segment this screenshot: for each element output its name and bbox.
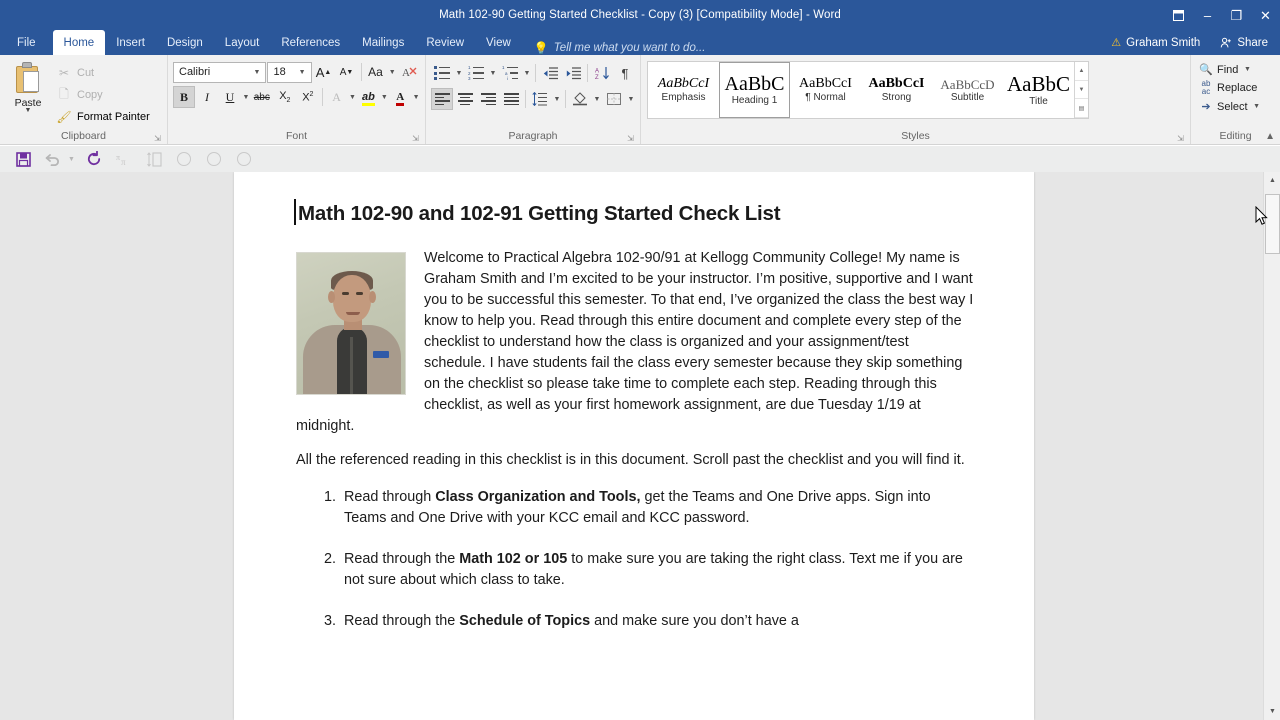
style-label: Emphasis [661, 92, 706, 103]
text-cursor-caret [294, 199, 296, 225]
instructor-portrait-photo[interactable] [296, 252, 406, 395]
paintbrush-icon: 🖌 [56, 110, 72, 124]
chevron-down-icon[interactable]: ▼ [523, 69, 531, 77]
paragraph-group-label-text: Paragraph [508, 130, 558, 142]
replace-label: Replace [1217, 82, 1258, 94]
styles-more-icon[interactable]: ▤ [1075, 99, 1088, 118]
title-bar [0, 0, 1280, 30]
svg-text:A: A [594, 68, 599, 75]
multilevel-list-icon: 1 a i [502, 66, 518, 80]
tell-me-placeholder: Tell me what you want to do... [553, 42, 706, 54]
share-person-icon [1220, 37, 1232, 49]
shading-button[interactable] [569, 88, 591, 110]
chevron-down-icon[interactable]: ▼ [24, 107, 32, 114]
align-left-icon [435, 93, 450, 105]
bold-icon: B [179, 89, 188, 104]
align-center-button[interactable] [454, 88, 476, 110]
style-preview: AaBbCcD [940, 76, 995, 92]
ribbon-display-options-icon[interactable] [1163, 0, 1193, 30]
clipboard-group-label [0, 129, 167, 144]
line-spacing-icon [532, 92, 548, 106]
pilcrow-icon: ¶ [621, 65, 629, 81]
replace-button[interactable] [1196, 79, 1265, 97]
font-name-combo[interactable] [173, 62, 266, 83]
chevron-down-icon: ▼ [298, 68, 306, 76]
change-case-button[interactable] [365, 61, 387, 83]
share-label: Share [1237, 36, 1268, 49]
list-item-bold: Class Organization and Tools, [435, 489, 641, 505]
chevron-down-icon[interactable]: ▼ [553, 95, 561, 103]
show-formatting-marks-button[interactable] [614, 62, 636, 84]
decrease-indent-button[interactable] [539, 62, 561, 84]
editing-group-label-text: Editing [1219, 130, 1252, 142]
paragraph-group-label [426, 129, 640, 144]
align-right-icon [481, 93, 496, 105]
collapse-ribbon-icon[interactable]: ▲ [1265, 131, 1275, 142]
shrink-font-button[interactable]: A ▼ [339, 66, 354, 78]
warning-triangle-icon: ⚠ [1111, 37, 1122, 49]
tab-references[interactable]: References [281, 36, 341, 49]
justify-button[interactable] [500, 88, 522, 110]
style-label: Title [1029, 95, 1048, 107]
chevron-down-icon: ▼ [253, 68, 261, 76]
clipboard-group-label-text: Clipboard [61, 130, 106, 142]
chevron-down-icon[interactable]: ▼ [412, 93, 420, 101]
restore-button[interactable]: ❐ [1230, 7, 1243, 23]
font-size-value: 18 [273, 66, 286, 78]
chevron-down-icon[interactable]: ▼ [380, 93, 388, 101]
chevron-down-icon[interactable]: ▼ [349, 93, 356, 101]
text-effects-icon: A [332, 89, 341, 104]
window-buttons [1163, 0, 1280, 30]
style-preview: AaBbC [724, 73, 785, 95]
font-group-label [168, 129, 425, 144]
list-item-post: to make sure you are taking the right class. Text me if you are not sure about which class to take. [344, 551, 963, 588]
paste-label: Paste [14, 97, 42, 109]
ribbon-home-tab [0, 55, 1280, 145]
list-item-pre: Read through the [344, 551, 460, 567]
paint-bucket-icon [572, 92, 588, 106]
cut-label: Cut [77, 67, 95, 79]
list-item [296, 611, 974, 632]
document-heading-text: Math 102-90 and 102-91 Getting Started Check List [298, 202, 781, 225]
style-normal[interactable] [790, 62, 861, 118]
borders-button[interactable] [603, 88, 625, 110]
chevron-down-icon[interactable]: ▼ [1243, 66, 1251, 73]
tell-me-search[interactable] [534, 41, 706, 55]
ribbon-tab-bar [0, 30, 1280, 55]
bold-button[interactable] [173, 86, 195, 108]
circle-icon-1[interactable] [173, 148, 195, 170]
align-center-icon [458, 93, 473, 105]
list-item [296, 487, 974, 529]
clipboard-icon [12, 62, 44, 96]
document-canvas[interactable] [0, 172, 1280, 720]
page-title [296, 202, 974, 226]
list-item-bold: Math 102 or 105 [459, 551, 568, 567]
decrease-indent-icon [543, 67, 558, 80]
find-button[interactable] [1196, 62, 1265, 77]
chevron-down-icon[interactable]: ▼ [455, 69, 463, 77]
secondary-quick-toolbar [0, 146, 1280, 172]
chevron-down-icon[interactable]: ▼ [489, 69, 497, 77]
style-preview: AaBbC [1007, 71, 1070, 96]
copy-button[interactable] [53, 85, 156, 105]
numbering-button[interactable] [465, 62, 487, 84]
multilevel-list-button[interactable] [499, 62, 521, 84]
justify-icon [504, 93, 519, 105]
style-label: Heading 1 [731, 95, 778, 106]
styles-gallery [647, 61, 1089, 119]
style-label: ¶ Normal [805, 92, 846, 103]
bullets-icon [434, 66, 450, 80]
styles-scroll-down-icon[interactable]: ▼ [1075, 81, 1088, 100]
styles-scroll-up-icon[interactable]: ▲ [1075, 62, 1088, 81]
share-button[interactable] [1210, 30, 1280, 55]
paragraph-dialog-launcher[interactable]: ⇲ [627, 134, 634, 143]
ribbon-group-clipboard [0, 55, 167, 144]
find-label: Find [1217, 63, 1239, 76]
chevron-down-icon[interactable]: ▼ [593, 95, 601, 103]
select-button[interactable] [1196, 99, 1265, 114]
ribbon-group-font [167, 55, 425, 144]
italic-icon: I [205, 89, 209, 104]
borders-icon [606, 92, 622, 106]
tab-file[interactable]: File [17, 36, 36, 49]
paste-button[interactable] [5, 60, 51, 114]
save-disk-icon[interactable] [12, 148, 34, 170]
sort-button[interactable] [591, 62, 613, 84]
chevron-down-icon[interactable]: ▼ [242, 93, 250, 101]
lightbulb-icon: 💡 [533, 41, 549, 55]
style-preview: AaBbCcI [799, 76, 852, 91]
list-item [296, 549, 974, 591]
chevron-down-icon[interactable]: ▼ [1253, 103, 1261, 110]
copy-label: Copy [77, 89, 103, 101]
svg-text:A: A [401, 67, 410, 79]
style-label: Subtitle [950, 91, 985, 103]
bullets-button[interactable] [431, 62, 453, 84]
text-effects-button[interactable] [326, 86, 348, 108]
styles-gallery-scroll [1074, 62, 1088, 118]
ribbon-group-paragraph [425, 55, 640, 144]
style-label: Strong [881, 92, 912, 103]
scroll-up-arrow-icon[interactable]: ▲ [1264, 172, 1280, 189]
format-painter-button[interactable] [53, 107, 156, 127]
vertical-scrollbar[interactable] [1263, 172, 1280, 720]
tab-bar-right [1101, 30, 1280, 55]
line-spacing-button[interactable] [529, 88, 551, 110]
clipboard-dialog-launcher[interactable]: ⇲ [154, 134, 161, 143]
circle-icon-3[interactable] [233, 148, 255, 170]
font-group-label-text: Font [285, 130, 307, 142]
ribbon-group-styles [640, 55, 1190, 144]
clear-formatting-icon [402, 65, 417, 79]
list-item-bold: Schedule of Topics [459, 613, 591, 629]
chevron-down-icon[interactable]: ▼ [627, 95, 635, 103]
font-color-button[interactable] [389, 86, 411, 108]
clear-formatting-button[interactable] [398, 61, 420, 83]
style-preview: AaBbCcI [657, 76, 710, 91]
tab-design[interactable]: Design [166, 36, 203, 49]
styles-group-label [641, 129, 1190, 144]
style-preview: AaBbCcI [868, 76, 925, 91]
font-color-icon: A [396, 91, 404, 103]
align-right-button[interactable] [477, 88, 499, 110]
format-painter-label: Format Painter [77, 111, 150, 123]
insert-field-icon[interactable] [143, 148, 165, 170]
tab-review[interactable]: Review [426, 36, 465, 49]
checklist [296, 487, 974, 632]
minimize-button[interactable]: – [1203, 7, 1212, 23]
change-case-icon: Aa [368, 65, 383, 79]
subscript-button[interactable]: $X_2$ [279, 89, 291, 105]
styles-dialog-launcher[interactable]: ⇲ [1177, 134, 1184, 143]
tab-home[interactable]: Home [53, 30, 106, 55]
increase-indent-icon [566, 67, 581, 80]
grow-font-icon: A [315, 64, 325, 80]
strikethrough-button[interactable] [251, 86, 273, 108]
select-label: Select [1217, 100, 1248, 113]
magnifier-icon: 🔍 [1199, 64, 1213, 76]
font-dialog-launcher[interactable]: ⇲ [412, 134, 419, 143]
font-name-value: Calibri [179, 66, 211, 78]
scroll-down-arrow-icon[interactable]: ▼ [1264, 703, 1280, 720]
account-chip[interactable] [1101, 36, 1210, 49]
math-pi-icon[interactable] [113, 148, 135, 170]
style-subtitle[interactable] [932, 62, 1003, 118]
circle-icon-2[interactable] [203, 148, 225, 170]
increase-indent-button[interactable] [562, 62, 584, 84]
style-strong[interactable] [861, 62, 932, 118]
grow-font-button[interactable]: A ▲ [315, 64, 332, 80]
copy-icon: 🗋 [59, 86, 69, 101]
underline-icon: U [225, 89, 235, 104]
tab-view[interactable]: View [486, 36, 511, 49]
font-size-combo[interactable] [267, 62, 311, 83]
underline-button[interactable] [219, 86, 241, 108]
document-page[interactable] [234, 172, 1034, 720]
scissors-icon: ✂ [58, 66, 70, 80]
reference-paragraph: All the referenced reading in this checklist is in this document. Scroll past the checklist and you will find it. [296, 452, 965, 468]
style-title[interactable] [1003, 62, 1074, 118]
svg-text:π: π [115, 152, 120, 162]
window-title: Math 102-90 Getting Started Checklist - Copy (3) [Compatibility Mode] - Word [439, 9, 841, 21]
tab-insert[interactable]: Insert [116, 36, 145, 49]
strikethrough-icon: abc [253, 91, 270, 103]
scroll-thumb[interactable] [1265, 194, 1280, 254]
intro-paragraph: Welcome to Practical Algebra 102-90/91 at Kellogg Community College! My name is Graham Smith and I’m excited to be your instructor. I’m positive, supportive and I want you to be successful this semester. To that end, I’ve organized the class the best way I know to help you. Read through this entire document and complete every step of the checklist to understand how the class is organized and your assignment/test schedule. I have students fail the class every semester because they skip something on the checklist so please take time to complete each step. Reading through this checklist, as well as your first homework assignment, are due Tuesday 1/19 at midnight. [296, 250, 974, 434]
numbering-icon: 1 2 3 [468, 66, 484, 80]
close-button[interactable]: ✕ [1260, 7, 1271, 23]
tab-layout[interactable]: Layout [224, 36, 260, 49]
redo-arrow-icon[interactable] [83, 148, 105, 170]
list-item-post: get the Teams and One Drive apps. Sign into Teams and One Drive with your KCC email and KCC password. [344, 489, 931, 526]
cut-button[interactable] [53, 63, 156, 83]
replace-abac-icon: ab ac [1201, 79, 1211, 96]
italic-button[interactable] [196, 86, 218, 108]
pointer-icon: ➔ [1201, 101, 1211, 113]
styles-group-label-text: Styles [901, 130, 930, 142]
list-item-pre: Read through the [344, 613, 460, 629]
superscript-button[interactable]: $X^2$ [302, 90, 314, 104]
tab-mailings[interactable]: Mailings [362, 36, 405, 49]
highlighter-icon: ab [362, 91, 375, 103]
align-left-button[interactable] [431, 88, 453, 110]
text-highlight-button[interactable] [357, 86, 379, 108]
chevron-down-icon[interactable]: ▼ [388, 68, 396, 76]
account-name: Graham Smith [1126, 36, 1201, 49]
sort-az-icon [595, 66, 610, 80]
style-heading-1[interactable] [719, 62, 790, 118]
undo-dropdown-icon[interactable]: ▼ [68, 155, 75, 163]
list-item-post: and make sure you don’t have a [590, 613, 799, 629]
svg-text:π: π [120, 156, 126, 167]
style-emphasis[interactable] [648, 62, 719, 118]
list-item-pre: Read through [344, 489, 436, 505]
shrink-font-icon: A [339, 66, 347, 78]
svg-text:Z: Z [594, 75, 599, 80]
undo-arrow-icon[interactable] [42, 148, 64, 170]
